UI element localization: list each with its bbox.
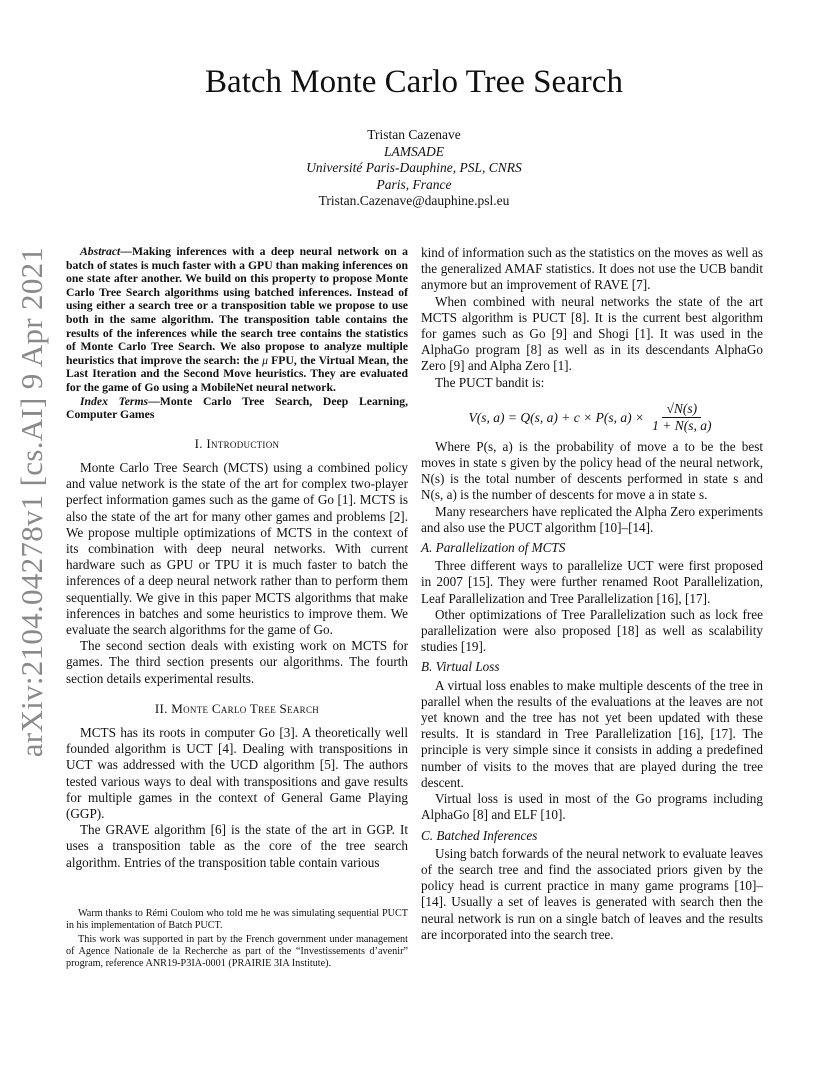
puct-formula <box>421 401 763 435</box>
abstract-text-b: FPU, the Virtual Mean, the Last Iteration and the Second Move heuristics. They are evaluated for the game of Go using a MobileNet neural network. <box>66 353 409 394</box>
index-terms-text: —Monte Carlo Tree Search, Deep Learning, Computer Games <box>66 394 408 422</box>
section-heading-mcts: II. Monte Carlo Tree Search <box>154 700 320 716</box>
parallelization-paragraph-2: Other optimizations of Tree Parallelization such as lock free parallelization were also proposed [18] as well as scalability studies [19]. <box>421 606 763 655</box>
formula-denominator: 1 + N(s, a) <box>652 418 712 434</box>
right-paragraph-4: Where P(s, a) is the probability of move a to be the best moves in state s given by the policy head of the neural network, N(s) is the total number of descents performed in state s and N(s, a) is the number of descents for move a in state s. <box>421 438 763 503</box>
intro-paragraph-2: The second section deals with existing work on MCTS for games. The third section presents our algorithms. The fourth section details experimental results. <box>66 638 408 686</box>
parallelization-paragraph-1: Three different ways to parallelize UCT were first proposed in 2007 [15]. They were further renamed Root Parallelization, Leaf Parallelization and Tree Parallelization [16], [17]. <box>421 558 763 606</box>
right-paragraph-5: Many researchers have replicated the Alpha Zero experiments and also use the PUCT algorithm [10]–[14]. <box>421 503 763 535</box>
author-city: Paris, France <box>376 176 452 192</box>
right-column <box>421 245 763 943</box>
author-block <box>0 127 828 210</box>
batched-inferences-paragraph-1: Using batch forwards of the neural network to evaluate leaves of the search tree and find the associated priors given by the policy head is current practice in many game programs [10]–[14]. Usually a set of leaves is generated with search then the neural network is run on a single batch of leaves and the results are incorporated into the search tree. <box>421 845 763 942</box>
footnote-funding: This work was supported in part by the French government under management of Agence Nationale de la Recherche as part of the “Investissements d’avenir” program, reference ANR19-P3IA-0001 (PRAIRIE 3IA Institute). <box>66 934 408 969</box>
formula-lhs: V(s, a) = Q(s, a) + c × P(s, a) × <box>468 409 645 425</box>
formula-numerator: √N(s) <box>662 401 701 418</box>
author-affiliation: Université Paris-Dauphine, PSL, CNRS <box>306 160 522 175</box>
abstract-text-a: —Making inferences with a deep neural network on a batch of states is much faster with a GPU than making inferences on one state after another. We build on this property to propose Monte Carlo Tree Search algorithms using batched inferences. Instead of using either a search tree or a transposition table we propose to use both in the same algorithm. The transposition table contains the results of the inferences while the search tree contains the statistics of Monte Carlo Tree Search. We also propose to analyze multiple heuristics that improve the search: the <box>66 245 408 367</box>
abstract-mu: μ <box>262 353 268 367</box>
arxiv-id-text: arXiv:2104.04278v1 [cs.AI] 9 Apr 2021 <box>14 246 50 758</box>
mcts-paragraph-1: MCTS has its roots in computer Go [3]. A theoretically well founded algorithm is UCT [4]. Dealing with transpositions in UCT was addressed with the UCD algorithm [5]. The authors tested various ways to deal with transpositions and gave results for multiple games in the context of General Game Playing (GGP). <box>66 724 408 821</box>
formula-fraction <box>648 401 715 434</box>
section-heading-introduction: I. Introduction <box>194 435 280 451</box>
virtual-loss-paragraph-2: Virtual loss is used in most of the Go programs including AlphaGo [8] and ELF [10]. <box>421 791 763 823</box>
footnotes <box>66 908 408 972</box>
subsection-heading-virtual-loss: B. Virtual Loss <box>421 659 500 675</box>
right-paragraph-3: The PUCT bandit is: <box>435 374 545 390</box>
left-column <box>66 245 408 871</box>
intro-paragraph-1: Monte Carlo Tree Search (MCTS) using a combined policy and value network is the state of the art for complex two-player perfect information games such as the game of Go [1]. MCTS is also the state of the art for many other games and problems [2]. We propose multiple optimizations of MCTS in the context of its combination with deep neural networks. With current hardware such as GPU or TPU it is much faster to batch the inferences of a deep neural network rather than to perform them sequentially. We give in this paper MCTS algorithms that make inferences in batches and some heuristics to improve them. We evaluate the search algorithms for the game of Go. <box>66 459 408 637</box>
right-paragraph-1: kind of information such as the statistics on the moves as well as the generalized AMAF statistics. It does not use the UCB bandit anymore but an improvement of RAVE [7]. <box>421 245 763 293</box>
abstract <box>66 245 408 395</box>
index-terms <box>66 395 408 422</box>
author-email: Tristan.Cazenave@dauphine.psl.eu <box>318 193 510 208</box>
footnote-thanks: Warm thanks to Rémi Coulom who told me he was simulating sequential PUCT in his implementation of Batch PUCT. <box>66 908 408 931</box>
virtual-loss-paragraph-1: A virtual loss enables to make multiple descents of the tree in parallel when the results of the evaluations at the leaves are not yet known and the tree has not yet been updated with these results. It is standard in Tree Parallelization [16], [17]. The principle is very simple since it consists in adding a predefined number of visits to the moves that are played during the tree descent. <box>421 677 763 790</box>
subsection-heading-parallelization: A. Parallelization of MCTS <box>421 540 566 556</box>
author-name: Tristan Cazenave <box>367 127 461 142</box>
arxiv-identifier <box>8 246 56 758</box>
right-paragraph-2: When combined with neural networks the state of the art MCTS algorithm is PUCT [8]. It is the current best algorithm for games such as Go [9] and Shogi [1]. It was used in the AlphaGo program [8] as well as in its descendants AlphaGo Zero [9] and Alpha Zero [1]. <box>421 293 763 374</box>
author-lab: LAMSADE <box>384 143 444 159</box>
subsection-heading-batched-inferences: C. Batched Inferences <box>421 827 538 843</box>
paper-title: Batch Monte Carlo Tree Search <box>205 64 623 100</box>
mcts-paragraph-2: The GRAVE algorithm [6] is the state of the art in GGP. It uses a transposition table as the core of the tree search algorithm. Entries of the transposition table contain various <box>66 822 408 870</box>
abstract-label: Abstract <box>80 245 121 258</box>
index-terms-label: Index Terms <box>80 394 149 408</box>
